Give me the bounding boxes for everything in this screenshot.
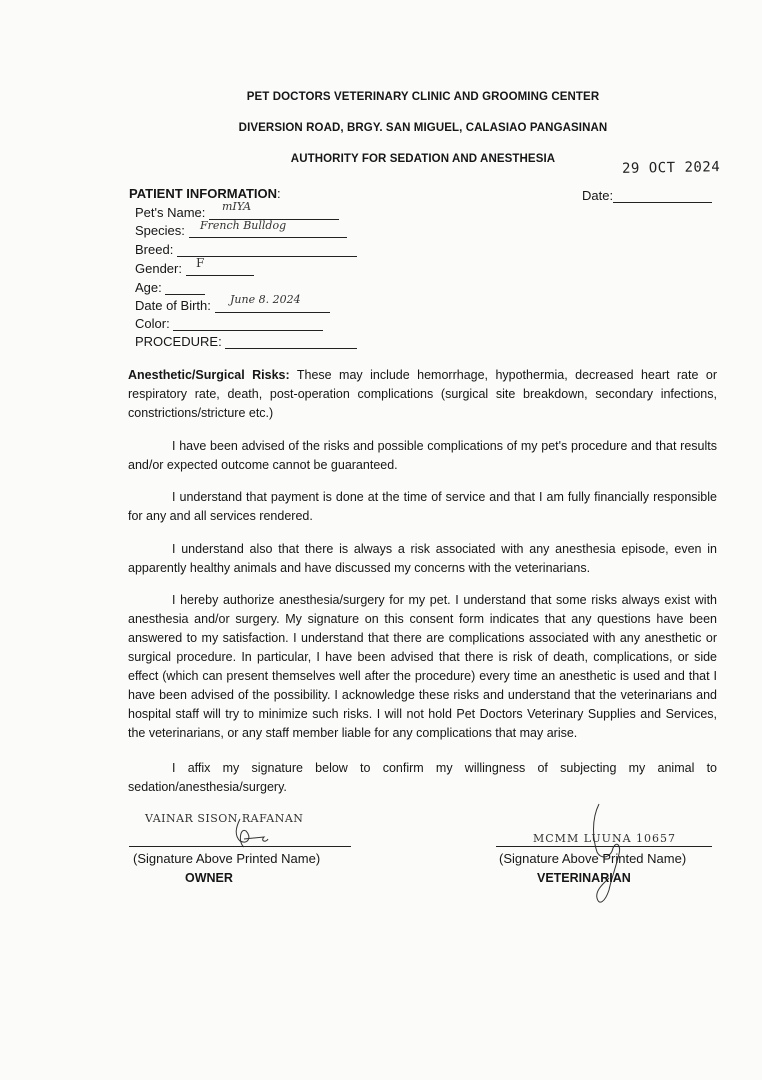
gender-field[interactable] (135, 261, 254, 276)
date-field[interactable] (613, 202, 712, 203)
patient-info-heading: PATIENT INFORMATION: (129, 186, 281, 201)
procedure-field[interactable] (135, 334, 357, 349)
veterinarian-printed-name: MCMM LUUNA 10657 (533, 832, 677, 845)
veterinarian-signature-line[interactable] (496, 846, 712, 847)
field-label: Color: (135, 316, 170, 331)
veterinarian-signature-label: (Signature Above Printed Name) (499, 851, 687, 866)
field-label: PROCEDURE: (135, 334, 222, 349)
clinic-name: PET DOCTORS VETERINARY CLINIC AND GROOMING CENTER (246, 91, 600, 103)
field-label: Species: (135, 223, 185, 238)
species-value: French Bulldog (200, 219, 287, 232)
field-label: Date of Birth: (135, 298, 211, 313)
veterinarian-role: VETERINARIAN (537, 871, 631, 885)
owner-printed-name: VAINAR SISON RAFANAN (145, 812, 304, 825)
owner-signature-label: (Signature Above Printed Name) (133, 851, 321, 866)
paragraph-risk: I understand also that there is always a risk associated with any anesthesia episode, even in apparently healthy animals and have discussed my concerns with the veterinarians. (128, 542, 717, 575)
age-field[interactable] (135, 280, 205, 295)
paragraph-affix: I affix my signature below to confirm my willingness of subjecting my animal to sedation/anesthesia/surgery. (128, 761, 717, 794)
date-label: Date: (582, 188, 614, 203)
gender-value: F (196, 256, 205, 270)
paragraph-authorize: I hereby authorize anesthesia/surgery for my pet. I understand that some risks always exist with anesthesia and/or surgery. My signature on this consent form indicates that any questions have been answered to my satisfaction. I understand that there are complications associated with any anesthetic or surgical procedure. In particular, I have been advised that there is risk of death, complications, or side effect (which can present themselves well after the procedure) every time an anesthetic is used and that I have been advised of the possibility. I acknowledge these risks and understand that the veterinarians and hospital staff will try to minimize such risks. I will not hold Pet Doctors Veterinary Supplies and Services, the veterinarians, or any staff member liable for any complications that may arise. (128, 593, 717, 740)
risks-paragraph (128, 366, 717, 423)
field-label: Breed: (135, 242, 174, 257)
paragraph-payment: I understand that payment is done at the time of service and that I am fully financially responsible for any and all services rendered. (128, 490, 717, 523)
pet-name-value: mIYA (222, 200, 252, 213)
breed-field[interactable] (135, 242, 357, 257)
date-stamp: 29 OCT 2024 (621, 159, 721, 177)
color-field[interactable] (135, 316, 323, 331)
owner-signature-line[interactable] (129, 846, 351, 847)
date-of-birth-value: June 8. 2024 (230, 293, 301, 306)
risks-heading: Anesthetic/Surgical Risks: (128, 368, 290, 382)
risks-text: These may include hemorrhage, hypothermia, decreased heart rate or respiratory rate, death, post-operation complications (surgical site breakdown, secondary infections, constrictions/stricture etc.) (128, 368, 717, 420)
field-label: Gender: (135, 261, 182, 276)
clinic-address: DIVERSION ROAD, BRGY. SAN MIGUEL, CALASIAO PANGASINAN (238, 122, 608, 134)
field-label: Age: (135, 280, 162, 295)
paragraph-advised: I have been advised of the risks and possible complications of my pet's procedure and that results and/or expected outcome cannot be guaranteed. (128, 439, 717, 472)
form-title: AUTHORITY FOR SEDATION AND ANESTHESIA (290, 153, 556, 165)
owner-role: OWNER (185, 871, 233, 885)
field-label: Pet's Name: (135, 205, 206, 220)
